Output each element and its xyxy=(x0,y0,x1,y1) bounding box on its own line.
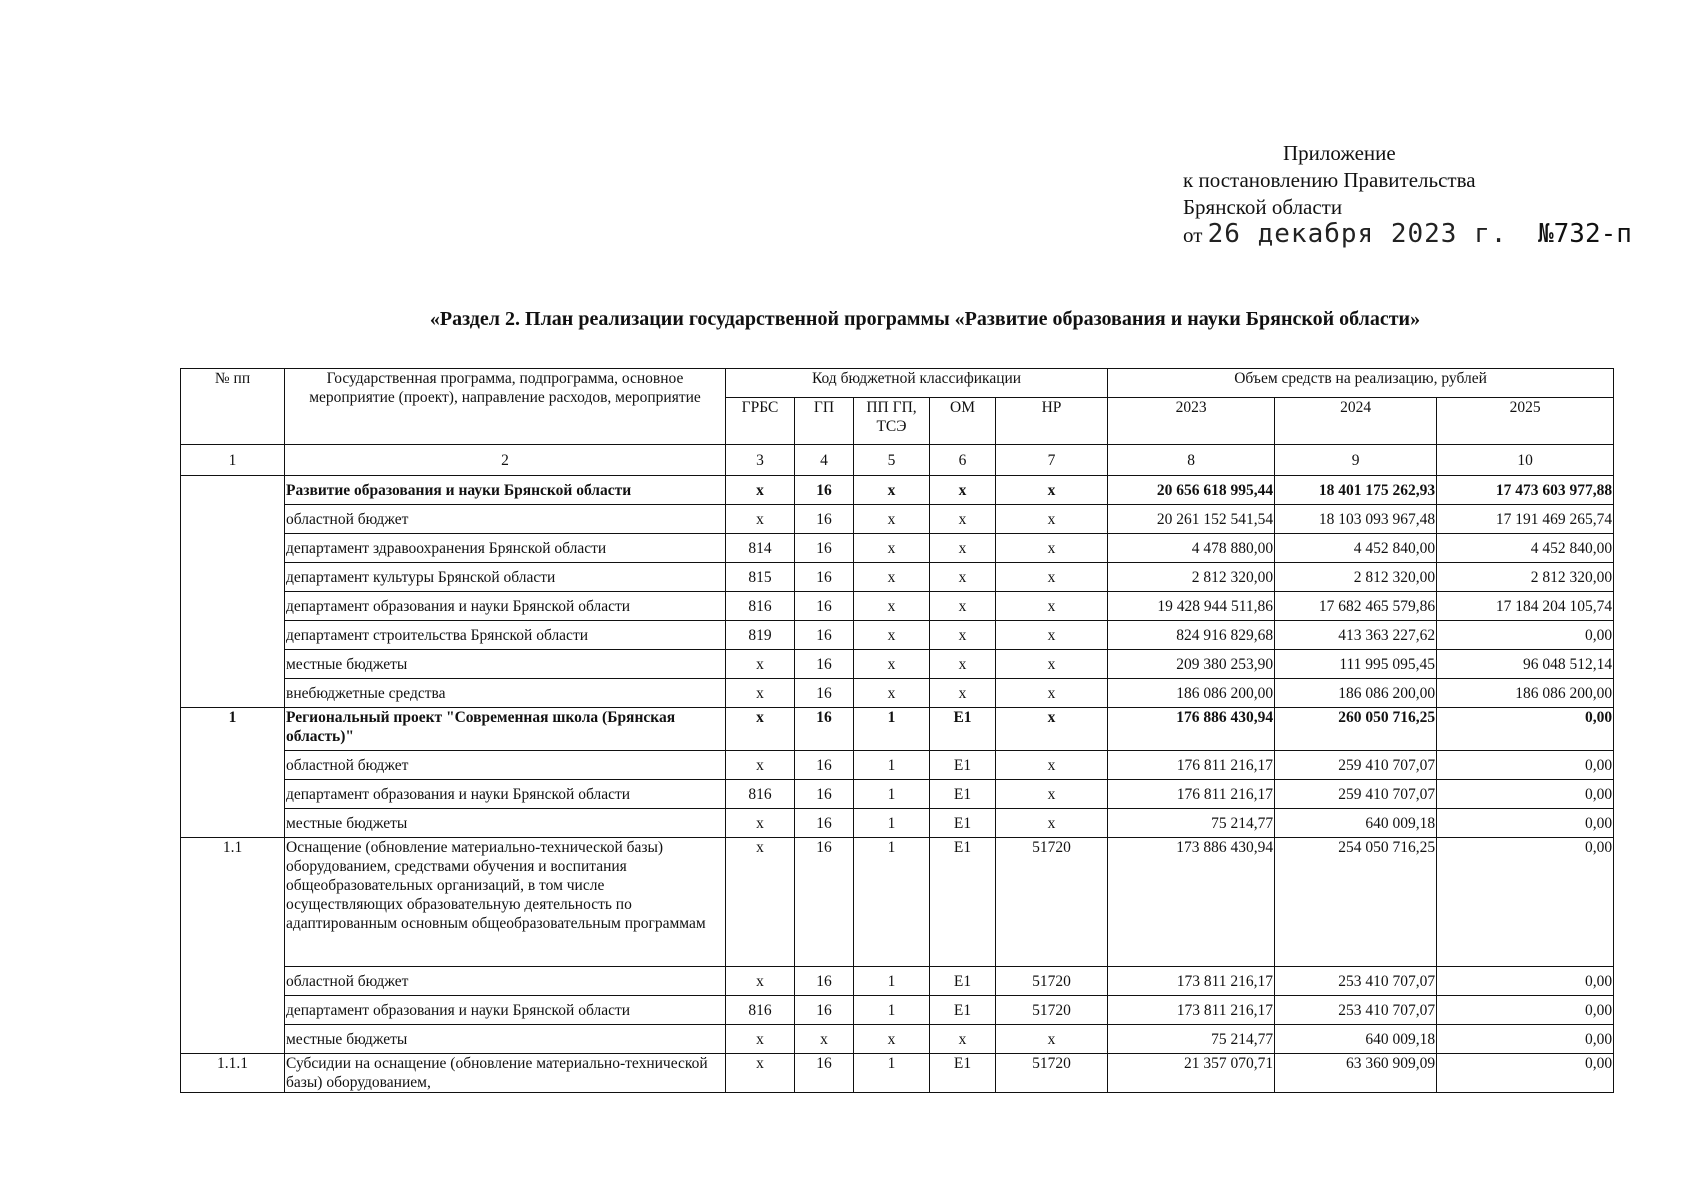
cell-y2023: 186 086 200,00 xyxy=(1108,679,1275,708)
cell-y2023: 75 214,77 xyxy=(1108,809,1275,838)
cell-om: х xyxy=(930,476,996,505)
column-number: 5 xyxy=(854,445,930,476)
cell-gp: 16 xyxy=(795,534,854,563)
cell-y2025: 2 812 320,00 xyxy=(1437,563,1614,592)
cell-y2024: 253 410 707,07 xyxy=(1275,996,1437,1025)
cell-gp: 16 xyxy=(795,751,854,780)
row-name: департамент культуры Брянской области xyxy=(285,563,726,592)
table-row xyxy=(181,751,1614,780)
cell-grbs: х xyxy=(726,476,795,505)
cell-ppgp: 1 xyxy=(854,996,930,1025)
cell-y2024: 640 009,18 xyxy=(1275,809,1437,838)
column-number: 10 xyxy=(1437,445,1614,476)
cell-om: х xyxy=(930,563,996,592)
cell-y2024: 640 009,18 xyxy=(1275,1025,1437,1054)
appendix-line2: к постановлению Правительства xyxy=(1183,168,1476,192)
row-name: местные бюджеты xyxy=(285,809,726,838)
cell-nr: х xyxy=(996,592,1108,621)
appendix-title: Приложение xyxy=(1283,141,1396,165)
cell-nr: х xyxy=(996,1025,1108,1054)
cell-ppgp: 1 xyxy=(854,838,930,967)
table-row xyxy=(181,838,1614,967)
cell-gp: 16 xyxy=(795,679,854,708)
cell-y2025: 0,00 xyxy=(1437,1054,1614,1093)
cell-ppgp: х xyxy=(854,534,930,563)
table-row xyxy=(181,476,1614,505)
row-name: областной бюджет xyxy=(285,967,726,996)
cell-y2023: 20 261 152 541,54 xyxy=(1108,505,1275,534)
row-name: Развитие образования и науки Брянской области xyxy=(285,476,726,505)
cell-y2023: 176 886 430,94 xyxy=(1108,708,1275,751)
cell-ppgp: 1 xyxy=(854,708,930,751)
cell-y2025: 0,00 xyxy=(1437,708,1614,751)
cell-y2023: 21 357 070,71 xyxy=(1108,1054,1275,1093)
header-ppgp: ПП ГП, ТСЭ xyxy=(854,398,930,445)
cell-y2023: 20 656 618 995,44 xyxy=(1108,476,1275,505)
cell-y2025: 0,00 xyxy=(1437,1025,1614,1054)
column-number: 3 xyxy=(726,445,795,476)
cell-grbs: 819 xyxy=(726,621,795,650)
cell-y2023: 824 916 829,68 xyxy=(1108,621,1275,650)
table-row xyxy=(181,1025,1614,1054)
column-number: 2 xyxy=(285,445,726,476)
table-row xyxy=(181,780,1614,809)
column-number: 6 xyxy=(930,445,996,476)
table-row xyxy=(181,679,1614,708)
cell-ppgp: 1 xyxy=(854,780,930,809)
row-name: Оснащение (обновление материально-технической базы) оборудованием, средствами обучения и воспитания общеобразовательных организаций, в том числе осуществляющих образовательную деятельность по адаптированным основным общеобразовательным программам xyxy=(285,838,726,967)
cell-nr: х xyxy=(996,505,1108,534)
cell-om: х xyxy=(930,534,996,563)
header-2025: 2025 xyxy=(1437,398,1614,445)
cell-y2023: 75 214,77 xyxy=(1108,1025,1275,1054)
cell-nr: х xyxy=(996,476,1108,505)
cell-gp: 16 xyxy=(795,621,854,650)
decree-date: 26 декабря 2023 г. xyxy=(1207,219,1508,249)
header-volume-group: Объем средств на реализацию, рублей xyxy=(1108,369,1614,398)
header-name: Государственная программа, подпрограмма, основное мероприятие (проект), направление расходов, мероприятие xyxy=(285,369,726,445)
cell-grbs: х xyxy=(726,650,795,679)
cell-y2024: 111 995 095,45 xyxy=(1275,650,1437,679)
column-number: 9 xyxy=(1275,445,1437,476)
cell-y2023: 173 886 430,94 xyxy=(1108,838,1275,967)
cell-y2024: 254 050 716,25 xyxy=(1275,838,1437,967)
cell-y2025: 186 086 200,00 xyxy=(1437,679,1614,708)
cell-om: х xyxy=(930,650,996,679)
from-label: от xyxy=(1183,223,1203,247)
table-row xyxy=(181,967,1614,996)
cell-ppgp: х xyxy=(854,1025,930,1054)
column-number: 4 xyxy=(795,445,854,476)
header-num: № пп xyxy=(181,369,285,445)
cell-y2025: 17 184 204 105,74 xyxy=(1437,592,1614,621)
row-name: департамент образования и науки Брянской области xyxy=(285,996,726,1025)
cell-y2024: 259 410 707,07 xyxy=(1275,780,1437,809)
cell-y2025: 0,00 xyxy=(1437,809,1614,838)
cell-grbs: х xyxy=(726,1054,795,1093)
cell-gp: 16 xyxy=(795,650,854,679)
cell-y2024: 63 360 909,09 xyxy=(1275,1054,1437,1093)
cell-grbs: х xyxy=(726,751,795,780)
cell-ppgp: х xyxy=(854,679,930,708)
header-om: ОМ xyxy=(930,398,996,445)
cell-nr: 51720 xyxy=(996,838,1108,967)
row-number: 1.1 xyxy=(181,838,285,1054)
cell-om: Е1 xyxy=(930,708,996,751)
cell-y2025: 0,00 xyxy=(1437,621,1614,650)
row-name: департамент образования и науки Брянской области xyxy=(285,780,726,809)
cell-om: Е1 xyxy=(930,967,996,996)
cell-ppgp: 1 xyxy=(854,751,930,780)
cell-y2024: 2 812 320,00 xyxy=(1275,563,1437,592)
cell-om: Е1 xyxy=(930,780,996,809)
cell-y2023: 173 811 216,17 xyxy=(1108,967,1275,996)
cell-gp: 16 xyxy=(795,563,854,592)
cell-nr: х xyxy=(996,534,1108,563)
cell-grbs: 816 xyxy=(726,780,795,809)
cell-gp: 16 xyxy=(795,505,854,534)
header-2024: 2024 xyxy=(1275,398,1437,445)
cell-y2024: 413 363 227,62 xyxy=(1275,621,1437,650)
cell-gp: 16 xyxy=(795,1054,854,1093)
cell-y2025: 0,00 xyxy=(1437,751,1614,780)
cell-grbs: х xyxy=(726,708,795,751)
header-2023: 2023 xyxy=(1108,398,1275,445)
column-numbers-row xyxy=(181,445,1614,476)
row-name: местные бюджеты xyxy=(285,650,726,679)
header-nr: НР xyxy=(996,398,1108,445)
cell-gp: 16 xyxy=(795,708,854,751)
decree-number: №732-п xyxy=(1538,219,1632,249)
cell-y2023: 19 428 944 511,86 xyxy=(1108,592,1275,621)
row-number xyxy=(181,476,285,708)
row-name: местные бюджеты xyxy=(285,1025,726,1054)
cell-y2024: 260 050 716,25 xyxy=(1275,708,1437,751)
appendix-block xyxy=(1183,140,1632,249)
column-number: 8 xyxy=(1108,445,1275,476)
column-number: 1 xyxy=(181,445,285,476)
table-row xyxy=(181,650,1614,679)
header-gp: ГП xyxy=(795,398,854,445)
cell-y2025: 0,00 xyxy=(1437,967,1614,996)
cell-y2024: 18 401 175 262,93 xyxy=(1275,476,1437,505)
row-name: областной бюджет xyxy=(285,505,726,534)
plan-table xyxy=(180,368,1614,1093)
cell-gp: 16 xyxy=(795,838,854,967)
cell-ppgp: х xyxy=(854,563,930,592)
cell-ppgp: х xyxy=(854,650,930,679)
cell-om: Е1 xyxy=(930,751,996,780)
row-name: департамент строительства Брянской области xyxy=(285,621,726,650)
cell-y2025: 0,00 xyxy=(1437,780,1614,809)
cell-y2025: 17 191 469 265,74 xyxy=(1437,505,1614,534)
cell-om: Е1 xyxy=(930,996,996,1025)
cell-ppgp: 1 xyxy=(854,967,930,996)
cell-y2025: 0,00 xyxy=(1437,838,1614,967)
cell-grbs: х xyxy=(726,967,795,996)
cell-y2023: 176 811 216,17 xyxy=(1108,780,1275,809)
cell-grbs: 814 xyxy=(726,534,795,563)
table-row xyxy=(181,996,1614,1025)
header-code-group: Код бюджетной классификации xyxy=(726,369,1108,398)
cell-ppgp: 1 xyxy=(854,809,930,838)
cell-nr: х xyxy=(996,751,1108,780)
cell-grbs: х xyxy=(726,838,795,967)
table-row xyxy=(181,505,1614,534)
table-row xyxy=(181,563,1614,592)
cell-grbs: 815 xyxy=(726,563,795,592)
cell-y2025: 0,00 xyxy=(1437,996,1614,1025)
cell-gp: 16 xyxy=(795,996,854,1025)
cell-y2023: 176 811 216,17 xyxy=(1108,751,1275,780)
cell-gp: х xyxy=(795,1025,854,1054)
column-number: 7 xyxy=(996,445,1108,476)
table-row xyxy=(181,534,1614,563)
cell-gp: 16 xyxy=(795,780,854,809)
table-row xyxy=(181,1054,1614,1093)
cell-gp: 16 xyxy=(795,476,854,505)
cell-y2025: 17 473 603 977,88 xyxy=(1437,476,1614,505)
row-name: областной бюджет xyxy=(285,751,726,780)
cell-y2025: 4 452 840,00 xyxy=(1437,534,1614,563)
cell-ppgp: 1 xyxy=(854,1054,930,1093)
table-row xyxy=(181,809,1614,838)
cell-nr: 51720 xyxy=(996,967,1108,996)
cell-y2023: 209 380 253,90 xyxy=(1108,650,1275,679)
cell-y2023: 4 478 880,00 xyxy=(1108,534,1275,563)
row-name: внебюджетные средства xyxy=(285,679,726,708)
cell-y2024: 18 103 093 967,48 xyxy=(1275,505,1437,534)
cell-y2024: 186 086 200,00 xyxy=(1275,679,1437,708)
appendix-line3: Брянской области xyxy=(1183,195,1343,219)
cell-ppgp: х xyxy=(854,621,930,650)
cell-nr: х xyxy=(996,563,1108,592)
cell-gp: 16 xyxy=(795,967,854,996)
cell-om: х xyxy=(930,592,996,621)
cell-y2023: 173 811 216,17 xyxy=(1108,996,1275,1025)
cell-grbs: х xyxy=(726,679,795,708)
cell-om: х xyxy=(930,1025,996,1054)
row-name: департамент образования и науки Брянской области xyxy=(285,592,726,621)
cell-om: Е1 xyxy=(930,1054,996,1093)
cell-nr: х xyxy=(996,809,1108,838)
cell-gp: 16 xyxy=(795,592,854,621)
cell-nr: 51720 xyxy=(996,1054,1108,1093)
table-row xyxy=(181,621,1614,650)
cell-om: х xyxy=(930,679,996,708)
table-body xyxy=(181,445,1614,1093)
cell-nr: х xyxy=(996,679,1108,708)
header-grbs: ГРБС xyxy=(726,398,795,445)
cell-grbs: х xyxy=(726,505,795,534)
cell-grbs: х xyxy=(726,1025,795,1054)
table-row xyxy=(181,592,1614,621)
cell-grbs: х xyxy=(726,809,795,838)
table-row xyxy=(181,708,1614,751)
cell-nr: х xyxy=(996,621,1108,650)
cell-y2024: 259 410 707,07 xyxy=(1275,751,1437,780)
cell-grbs: 816 xyxy=(726,592,795,621)
cell-om: Е1 xyxy=(930,838,996,967)
cell-nr: х xyxy=(996,708,1108,751)
cell-nr: 51720 xyxy=(996,996,1108,1025)
cell-om: Е1 xyxy=(930,809,996,838)
row-number: 1.1.1 xyxy=(181,1054,285,1093)
cell-nr: х xyxy=(996,780,1108,809)
section-title: «Раздел 2. План реализации государственной программы «Развитие образования и науки Брянской области» xyxy=(429,308,1421,330)
row-name: департамент здравоохранения Брянской области xyxy=(285,534,726,563)
cell-ppgp: х xyxy=(854,592,930,621)
cell-y2025: 96 048 512,14 xyxy=(1437,650,1614,679)
cell-y2024: 17 682 465 579,86 xyxy=(1275,592,1437,621)
cell-y2023: 2 812 320,00 xyxy=(1108,563,1275,592)
appendix-date-line xyxy=(1183,221,1507,249)
cell-y2024: 4 452 840,00 xyxy=(1275,534,1437,563)
cell-ppgp: х xyxy=(854,505,930,534)
row-name: Субсидии на оснащение (обновление материально-технической базы) оборудованием, xyxy=(285,1054,726,1093)
cell-grbs: 816 xyxy=(726,996,795,1025)
cell-ppgp: х xyxy=(854,476,930,505)
cell-om: х xyxy=(930,621,996,650)
cell-y2024: 253 410 707,07 xyxy=(1275,967,1437,996)
cell-nr: х xyxy=(996,650,1108,679)
row-number: 1 xyxy=(181,708,285,838)
cell-om: х xyxy=(930,505,996,534)
row-name: Региональный проект "Современная школа (Брянская область)" xyxy=(285,708,726,751)
cell-gp: 16 xyxy=(795,809,854,838)
